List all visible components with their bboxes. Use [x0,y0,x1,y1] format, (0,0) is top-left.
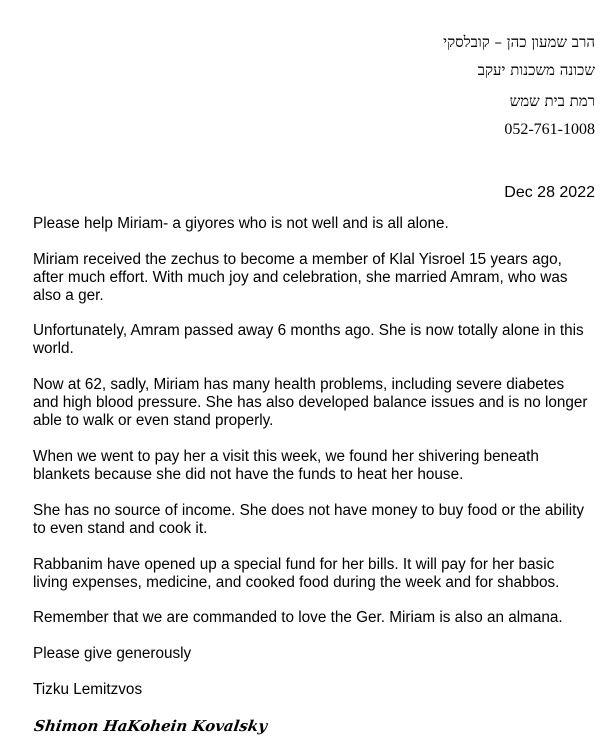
header-phone: 052-761-1008 [504,121,595,138]
paragraph-loss: Unfortunately, Amram passed away 6 months ago. She is now totally alone in this world. [33,322,584,357]
paragraph-appeal: Please give generously [33,645,192,662]
paragraph-health: Now at 62, sadly, Miriam has many health problems, including severe diabetes and high blood pressure. She has also developed balance issues and is no longer able to walk or even stand properly. [33,376,588,429]
letter-date: Dec 28 2022 [504,184,595,201]
header-neighborhood-hebrew: שכונה משכנות יעקב [477,61,595,79]
signature: Shimon HaKohein Kovalsky [33,717,269,735]
paragraph-visit: When we went to pay her a visit this week, we found her shivering beneath blankets because she did not have the funds to heat her house. [33,448,539,483]
paragraph-fund: Rabbanim have opened up a special fund for her bills. It will pay for her basic living expenses, medicine, and cooked food during the week and for shabbos. [33,556,560,591]
paragraph-background: Miriam received the zechus to become a member of Klal Yisroel 15 years ago, after much effort. With much joy and celebration, she married Amram, who was also a ger. [33,251,568,304]
header-name-hebrew: הרב שמעון כהן – קובלסקי [443,33,595,51]
paragraph-reminder: Remember that we are commanded to love the Ger. Miriam is also an almana. [33,609,563,626]
header-city-hebrew: רמת בית שמש [509,92,595,110]
paragraph-income: She has no source of income. She does not have money to buy food or the ability to even stand and cook it. [33,502,585,537]
paragraph-closing: Tizku Lemitzvos [33,681,143,698]
paragraph-intro: Please help Miriam- a giyores who is not well and is all alone. [33,215,449,232]
